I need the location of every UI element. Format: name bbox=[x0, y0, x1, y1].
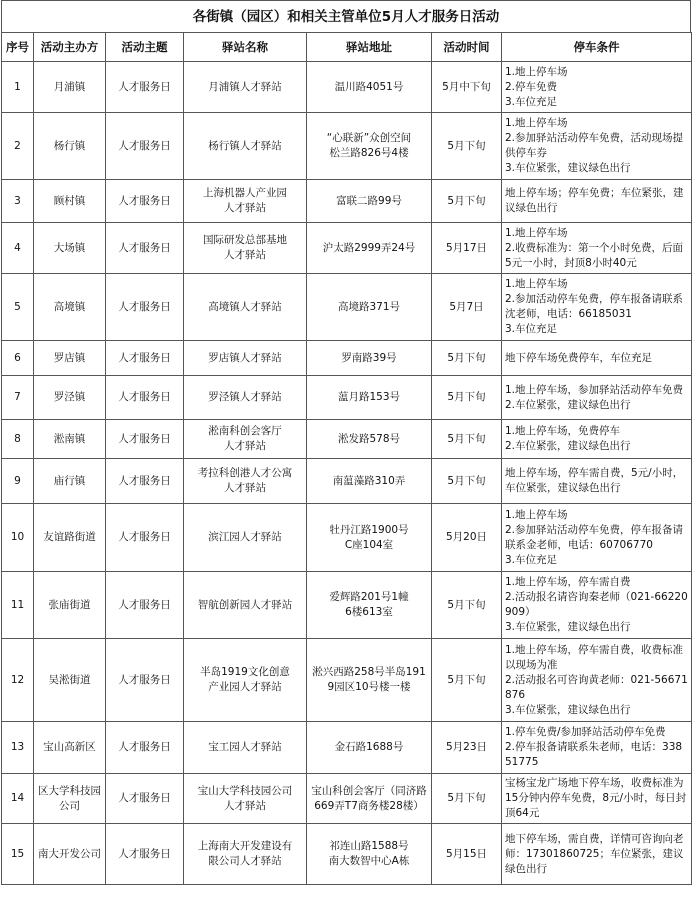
table-row bbox=[2, 274, 692, 341]
cell-theme: 人才服务日 bbox=[106, 62, 184, 113]
cell-no: 2 bbox=[2, 113, 34, 180]
header-parking: 停车条件 bbox=[502, 33, 692, 62]
cell-parking: 1.地上停车场，停车需自费，收费标准以现场为准 2.活动报名可咨询黄老师：021-56671876 3.车位紧张，建议绿色出行 bbox=[502, 639, 692, 722]
table-row bbox=[2, 459, 692, 504]
table-row bbox=[2, 722, 692, 774]
header-theme: 活动主题 bbox=[106, 33, 184, 62]
cell-no: 11 bbox=[2, 572, 34, 639]
cell-parking: 1.地上停车场，免费停车 2.车位紧张，建议绿色出行 bbox=[502, 420, 692, 459]
cell-address: 高境路371号 bbox=[307, 274, 432, 341]
cell-time: 5月23日 bbox=[432, 722, 502, 774]
cell-station: 考拉科创港人才公寓 人才驿站 bbox=[184, 459, 307, 504]
cell-theme: 人才服务日 bbox=[106, 180, 184, 223]
cell-parking: 1.地上停车场 2.参加驿站活动停车免费，停车报备请联系金老师，电话：60706770 3.车位充足 bbox=[502, 504, 692, 572]
cell-address: 牡丹江路1900号 C座104室 bbox=[307, 504, 432, 572]
table-row bbox=[2, 113, 692, 180]
table-row bbox=[2, 774, 692, 824]
header-row bbox=[2, 33, 692, 62]
cell-host: 淞南镇 bbox=[34, 420, 106, 459]
cell-host: 南大开发公司 bbox=[34, 824, 106, 885]
table-row bbox=[2, 341, 692, 376]
cell-parking: 地下停车场免费停车，车位充足 bbox=[502, 341, 692, 376]
cell-theme: 人才服务日 bbox=[106, 376, 184, 420]
cell-host: 高境镇 bbox=[34, 274, 106, 341]
cell-parking: 1.停车免费/参加驿站活动停车免费 2.停车报备请联系朱老师，电话：33851775 bbox=[502, 722, 692, 774]
table-row bbox=[2, 376, 692, 420]
cell-theme: 人才服务日 bbox=[106, 572, 184, 639]
cell-theme: 人才服务日 bbox=[106, 824, 184, 885]
cell-theme: 人才服务日 bbox=[106, 722, 184, 774]
cell-address: 南蕰藻路310弄 bbox=[307, 459, 432, 504]
cell-no: 5 bbox=[2, 274, 34, 341]
header-time: 活动时间 bbox=[432, 33, 502, 62]
table-row bbox=[2, 639, 692, 722]
cell-time: 5月7日 bbox=[432, 274, 502, 341]
table-body bbox=[2, 62, 692, 885]
cell-station: 宝山大学科技园公司 人才驿站 bbox=[184, 774, 307, 824]
cell-station: 月浦镇人才驿站 bbox=[184, 62, 307, 113]
cell-station: 罗店镇人才驿站 bbox=[184, 341, 307, 376]
cell-parking: 1.地上停车场，参加驿站活动停车免费 2.车位紧张，建议绿色出行 bbox=[502, 376, 692, 420]
cell-host: 月浦镇 bbox=[34, 62, 106, 113]
table-row bbox=[2, 62, 692, 113]
cell-time: 5月下旬 bbox=[432, 572, 502, 639]
cell-time: 5月17日 bbox=[432, 223, 502, 274]
cell-no: 14 bbox=[2, 774, 34, 824]
cell-time: 5月下旬 bbox=[432, 341, 502, 376]
cell-station: 杨行镇人才驿站 bbox=[184, 113, 307, 180]
cell-host: 罗泾镇 bbox=[34, 376, 106, 420]
cell-parking: 地上停车场；停车免费；车位紧张，建议绿色出行 bbox=[502, 180, 692, 223]
cell-parking: 1.地上停车场 2.参加活动停车免费，停车报备请联系沈老师，电话：66185031 3.车位充足 bbox=[502, 274, 692, 341]
cell-theme: 人才服务日 bbox=[106, 274, 184, 341]
cell-station: 罗泾镇人才驿站 bbox=[184, 376, 307, 420]
table-row bbox=[2, 824, 692, 885]
cell-address: 沪太路2999弄24号 bbox=[307, 223, 432, 274]
cell-address: 爱辉路201号1幢 6楼613室 bbox=[307, 572, 432, 639]
cell-time: 5月下旬 bbox=[432, 180, 502, 223]
table-row bbox=[2, 420, 692, 459]
cell-theme: 人才服务日 bbox=[106, 504, 184, 572]
cell-parking: 地下停车场，需自费，详情可咨询向老师：17301860725；车位紧张，建议绿色出行 bbox=[502, 824, 692, 885]
cell-no: 8 bbox=[2, 420, 34, 459]
cell-parking: 地上停车场，停车需自费，5元/小时，车位紧张，建议绿色出行 bbox=[502, 459, 692, 504]
document-title: 各街镇（园区）和相关主管单位5月人才服务日活动 bbox=[1, 0, 691, 32]
cell-time: 5月下旬 bbox=[432, 639, 502, 722]
cell-station: 滨江园人才驿站 bbox=[184, 504, 307, 572]
header-address: 驿站地址 bbox=[307, 33, 432, 62]
cell-address: “心联新”众创空间 松兰路826号4楼 bbox=[307, 113, 432, 180]
cell-no: 9 bbox=[2, 459, 34, 504]
cell-address: 淞发路578号 bbox=[307, 420, 432, 459]
cell-address: 富联二路99号 bbox=[307, 180, 432, 223]
cell-host: 罗店镇 bbox=[34, 341, 106, 376]
cell-parking: 1.地上停车场 2.参加驿站活动停车免费，活动现场提供停车券 3.车位紧张，建议绿色出行 bbox=[502, 113, 692, 180]
cell-no: 6 bbox=[2, 341, 34, 376]
cell-address: 罗南路39号 bbox=[307, 341, 432, 376]
cell-host: 宝山高新区 bbox=[34, 722, 106, 774]
cell-theme: 人才服务日 bbox=[106, 459, 184, 504]
cell-no: 12 bbox=[2, 639, 34, 722]
cell-no: 7 bbox=[2, 376, 34, 420]
cell-time: 5月下旬 bbox=[432, 113, 502, 180]
cell-no: 3 bbox=[2, 180, 34, 223]
cell-time: 5月20日 bbox=[432, 504, 502, 572]
cell-theme: 人才服务日 bbox=[106, 341, 184, 376]
cell-no: 13 bbox=[2, 722, 34, 774]
cell-station: 上海机器人产业园 人才驿站 bbox=[184, 180, 307, 223]
cell-address: 蕰月路153号 bbox=[307, 376, 432, 420]
cell-time: 5月下旬 bbox=[432, 459, 502, 504]
cell-theme: 人才服务日 bbox=[106, 774, 184, 824]
cell-parking: 1.地上停车场 2.收费标准为：第一个小时免费，后面5元一小时，封顶8小时40元 bbox=[502, 223, 692, 274]
cell-no: 4 bbox=[2, 223, 34, 274]
cell-address: 金石路1688号 bbox=[307, 722, 432, 774]
cell-address: 温川路4051号 bbox=[307, 62, 432, 113]
header-host: 活动主办方 bbox=[34, 33, 106, 62]
cell-host: 友谊路街道 bbox=[34, 504, 106, 572]
cell-station: 国际研发总部基地 人才驿站 bbox=[184, 223, 307, 274]
cell-host: 吴淞街道 bbox=[34, 639, 106, 722]
cell-no: 10 bbox=[2, 504, 34, 572]
cell-address: 淞兴西路258号半岛1919园区10号楼一楼 bbox=[307, 639, 432, 722]
cell-no: 1 bbox=[2, 62, 34, 113]
activity-table bbox=[1, 32, 692, 885]
cell-address: 宝山科创会客厅（同济路669弄T7商务楼28楼） bbox=[307, 774, 432, 824]
cell-station: 淞南科创会客厅 人才驿站 bbox=[184, 420, 307, 459]
cell-time: 5月中下旬 bbox=[432, 62, 502, 113]
document bbox=[1, 0, 691, 885]
cell-time: 5月下旬 bbox=[432, 774, 502, 824]
table-row bbox=[2, 504, 692, 572]
cell-theme: 人才服务日 bbox=[106, 113, 184, 180]
table-row bbox=[2, 572, 692, 639]
cell-time: 5月下旬 bbox=[432, 376, 502, 420]
cell-parking: 宝杨宝龙广场地下停车场，收费标准为15分钟内停车免费，8元/小时，每日封顶64元 bbox=[502, 774, 692, 824]
cell-parking: 1.地上停车场 2.停车免费 3.车位充足 bbox=[502, 62, 692, 113]
cell-host: 庙行镇 bbox=[34, 459, 106, 504]
cell-host: 杨行镇 bbox=[34, 113, 106, 180]
cell-station: 半岛1919文化创意 产业园人才驿站 bbox=[184, 639, 307, 722]
cell-host: 张庙街道 bbox=[34, 572, 106, 639]
cell-station: 高境镇人才驿站 bbox=[184, 274, 307, 341]
cell-time: 5月15日 bbox=[432, 824, 502, 885]
cell-host: 大场镇 bbox=[34, 223, 106, 274]
table-row bbox=[2, 180, 692, 223]
cell-time: 5月下旬 bbox=[432, 420, 502, 459]
cell-host: 顾村镇 bbox=[34, 180, 106, 223]
cell-theme: 人才服务日 bbox=[106, 223, 184, 274]
cell-no: 15 bbox=[2, 824, 34, 885]
cell-theme: 人才服务日 bbox=[106, 420, 184, 459]
cell-station: 宝工园人才驿站 bbox=[184, 722, 307, 774]
header-station: 驿站名称 bbox=[184, 33, 307, 62]
header-no: 序号 bbox=[2, 33, 34, 62]
cell-parking: 1.地上停车场，停车需自费 2.活动报名请咨询秦老师（021-66220909） 3.车位紧张，建议绿色出行 bbox=[502, 572, 692, 639]
cell-address: 祁连山路1588号 南大数智中心A栋 bbox=[307, 824, 432, 885]
cell-station: 上海南大开发建设有 限公司人才驿站 bbox=[184, 824, 307, 885]
cell-theme: 人才服务日 bbox=[106, 639, 184, 722]
cell-host: 区大学科技园 公司 bbox=[34, 774, 106, 824]
table-row bbox=[2, 223, 692, 274]
cell-station: 智航创新园人才驿站 bbox=[184, 572, 307, 639]
